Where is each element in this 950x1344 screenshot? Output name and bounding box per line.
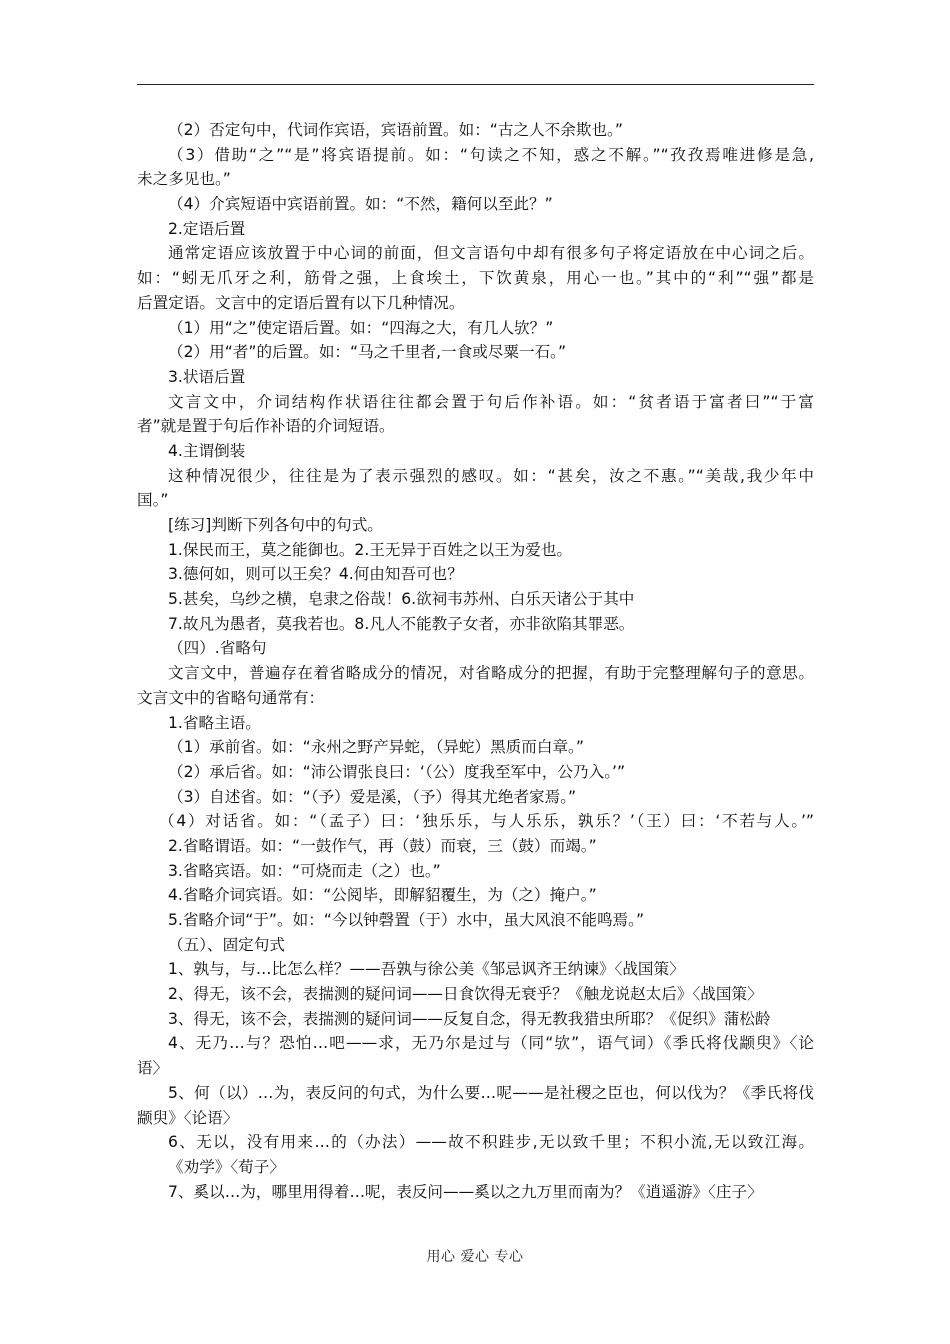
text-line: 文言文中，普遍存在着省略成分的情况，对省略成分的把握，有助于完整理解句子的意思。 xyxy=(168,664,814,683)
text-line: （1）承前省。如：“永州之野产异蛇，（异蛇）黑质而白章。” xyxy=(168,738,584,757)
text-line: 通常定语应该放置于中心词的前面，但文言语句中却有很多句子将定语放在中心词之后。 xyxy=(168,244,814,263)
text-line: 5、何（以）…为，表反问的句式，为什么要…呢——是社稷之臣也，何以伐为？《季氏将伐 xyxy=(168,1083,814,1102)
text-line: 7、奚以…为，哪里用得着…呢，表反问——奚以之九万里而南为？《逍遥游》〈庄子〉 xyxy=(168,1182,763,1201)
text-line: 后置定语。文言中的定语后置有以下几种情况。 xyxy=(137,293,465,312)
text-line: 如：“蚓无爪牙之利，筋骨之强，上食埃土，下饮黄泉，用心一也。”其中的“利”“强”都是 xyxy=(137,269,814,288)
text-line: 文言文中，介词结构作状语往往都会置于句后作补语。如：“贫者语于富者曰”“于富 xyxy=(168,392,814,411)
document-body xyxy=(137,118,814,1204)
text-line: 未之多见也。” xyxy=(137,170,231,189)
text-line: （2）承后省。如：“沛公谓张良曰：‘（公）度我至军中，公乃入。’” xyxy=(168,762,626,781)
text-line: 《劝学》〈荀子〉 xyxy=(168,1157,285,1176)
text-line: 5.甚矣，乌纱之横，皂隶之俗哉！6.欲祠韦苏州、白乐天诸公于其中 xyxy=(168,590,635,609)
text-line: 7.故凡为愚者，莫我若也。8.凡人不能教子女者，亦非欲陷其罪恶。 xyxy=(168,614,635,633)
text-line: [练习]判断下列各句中的句式。 xyxy=(168,516,383,534)
text-line: （3）借助“之”“是”将宾语提前。如：“句读之不知，惑之不解。”“孜孜焉唯进修是急, xyxy=(168,145,814,164)
text-line: 颛臾》〈论语〉 xyxy=(137,1108,239,1127)
text-line: （4）对话省。如：“（孟子）曰：‘独乐乐，与人乐乐，孰乐？’（王）曰：‘不若与人。’” xyxy=(159,812,814,831)
text-line: （3）自述省。如：“（予）爱是溪，（予）得其尤绝者家焉。” xyxy=(168,787,577,806)
text-line: 者”就是置于句后作补语的介词短语。 xyxy=(137,417,395,436)
text-line: 文言文中的省略句通常有： xyxy=(137,688,325,707)
text-line: 4、无乃…与？恐怕…吧——求，无乃尔是过与（同“欤”，语气词）《季氏将伐颛臾》〈论 xyxy=(168,1034,814,1053)
text-line: 3、得无，该不会，表揣测的疑问词——反复自念，得无教我猎虫所耶？《促织》蒲松龄 xyxy=(168,1009,771,1028)
header-rule xyxy=(137,84,814,85)
text-line: （1）用“之”使定语后置。如：“四海之大，有几人欤？” xyxy=(168,318,554,337)
text-line: 3.状语后置 xyxy=(168,367,246,386)
text-line: 1.省略主语。 xyxy=(168,713,261,732)
text-line: 2.定语后置 xyxy=(168,219,246,238)
text-line: 3.德何如，则可以王矣？4.何由知吾可也？ xyxy=(168,565,463,584)
text-line: （五）、固定句式 xyxy=(168,935,285,954)
text-line: （4）介宾短语中宾语前置。如：“不然，籍何以至此？” xyxy=(168,195,553,214)
text-line: 这种情况很少，往往是为了表示强烈的感叹。如：“甚矣，汝之不惠。”“美哉,我少年中 xyxy=(168,466,814,485)
text-line: 语〉 xyxy=(137,1059,169,1078)
text-line: （2）用“者”的后置。如：“马之千里者,一食或尽粟一石。” xyxy=(168,343,567,362)
text-line: 3.省略宾语。如：“可烧而走（之）也。” xyxy=(168,861,441,880)
text-line: 5.省略介词“于”。如：“今以钟磬置（于）水中，虽大风浪不能鸣焉。” xyxy=(168,911,645,929)
text-line: 6、无以，没有用来…的（办法）——故不积跬步,无以致千里；不积小流,无以致江海。 xyxy=(168,1133,814,1152)
text-line: 国。” xyxy=(137,491,169,510)
text-line: 2.省略谓语。如：“一鼓作气，再（鼓）而衰，三（鼓）而竭。” xyxy=(168,836,597,855)
text-line: 4.主谓倒装 xyxy=(168,441,246,460)
text-line: （2）否定句中，代词作宾语，宾语前置。如：“古之人不余欺也。” xyxy=(168,121,623,139)
text-line: 2、得无，该不会，表揣测的疑问词——日食饮得无衰乎？《触龙说赵太后》〈战国策〉 xyxy=(168,985,763,1004)
text-line: 1、孰与，与…比怎么样？——吾孰与徐公美《邹忌讽齐王纳谏》〈战国策〉 xyxy=(168,960,685,979)
text-line: 4.省略介词宾语。如：“公阅毕，即解貂覆生，为（之）掩户。” xyxy=(168,886,597,905)
text-line: （四）.省略句 xyxy=(168,639,267,658)
page-footer: 用心 爱心 专心 xyxy=(426,1249,524,1265)
text-line: 1.保民而王，莫之能御也。2.王无异于百姓之以王为爱也。 xyxy=(168,540,573,559)
